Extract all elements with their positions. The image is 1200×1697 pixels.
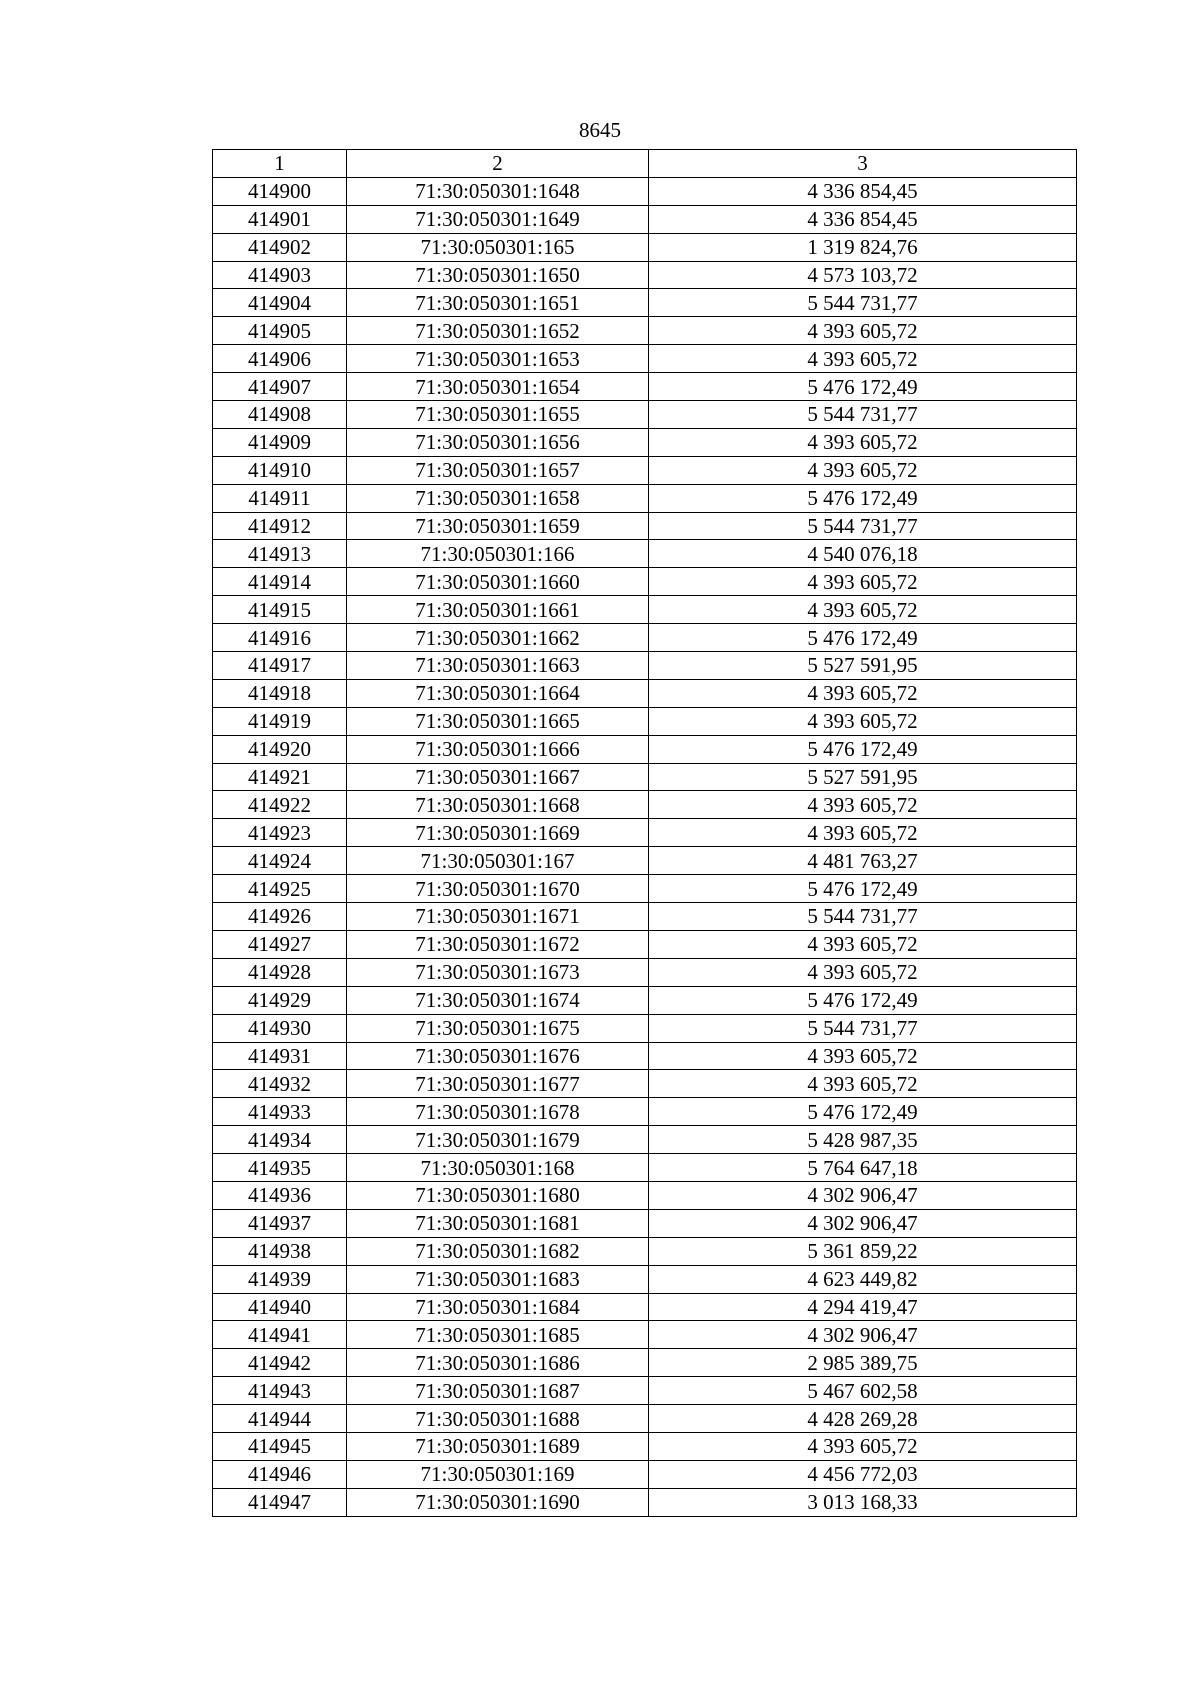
cell-value: 5 476 172,49 [649,373,1077,401]
cell-cadastral-number: 71:30:050301:1674 [347,986,649,1014]
cell-cadastral-number: 71:30:050301:1659 [347,512,649,540]
table-row [213,1460,1077,1488]
cell-row-number: 414926 [213,903,347,931]
cell-value: 4 302 906,47 [649,1321,1077,1349]
table-row [213,596,1077,624]
table-row [213,484,1077,512]
cell-row-number: 414919 [213,707,347,735]
cell-cadastral-number: 71:30:050301:1660 [347,568,649,596]
cell-row-number: 414923 [213,819,347,847]
cell-cadastral-number: 71:30:050301:1651 [347,289,649,317]
cell-cadastral-number: 71:30:050301:1676 [347,1042,649,1070]
cell-cadastral-number: 71:30:050301:1658 [347,484,649,512]
cell-row-number: 414911 [213,484,347,512]
cell-cadastral-number: 71:30:050301:1648 [347,177,649,205]
table-row [213,373,1077,401]
cell-value: 5 544 731,77 [649,1014,1077,1042]
cell-value: 3 013 168,33 [649,1488,1077,1516]
cell-value: 4 393 605,72 [649,1432,1077,1460]
table-row [213,289,1077,317]
table-row [213,819,1077,847]
table-row [213,624,1077,652]
cell-value: 5 527 591,95 [649,763,1077,791]
cell-row-number: 414912 [213,512,347,540]
cell-value: 4 302 906,47 [649,1181,1077,1209]
table-row [213,903,1077,931]
cell-cadastral-number: 71:30:050301:1656 [347,428,649,456]
cell-value: 5 764 647,18 [649,1154,1077,1182]
cell-row-number: 414903 [213,261,347,289]
cell-row-number: 414945 [213,1432,347,1460]
cell-cadastral-number: 71:30:050301:1671 [347,903,649,931]
cell-cadastral-number: 71:30:050301:1689 [347,1432,649,1460]
cell-value: 4 481 763,27 [649,847,1077,875]
cell-cadastral-number: 71:30:050301:1679 [347,1126,649,1154]
cell-value: 4 336 854,45 [649,205,1077,233]
cell-row-number: 414927 [213,930,347,958]
table-row [213,1377,1077,1405]
cell-row-number: 414936 [213,1181,347,1209]
cell-value: 4 393 605,72 [649,791,1077,819]
cell-value: 4 393 605,72 [649,428,1077,456]
table-row [213,1209,1077,1237]
cell-value: 4 540 076,18 [649,540,1077,568]
cell-value: 5 467 602,58 [649,1377,1077,1405]
cell-value: 4 294 419,47 [649,1293,1077,1321]
cell-row-number: 414905 [213,317,347,345]
cell-row-number: 414900 [213,177,347,205]
cell-cadastral-number: 71:30:050301:1655 [347,401,649,429]
page-number: 8645 [579,118,621,142]
cell-cadastral-number: 71:30:050301:1665 [347,707,649,735]
cell-value: 4 393 605,72 [649,819,1077,847]
table-row [213,1070,1077,1098]
cell-row-number: 414916 [213,624,347,652]
cell-row-number: 414928 [213,958,347,986]
table-row [213,1405,1077,1433]
cell-row-number: 414921 [213,763,347,791]
cell-value: 4 393 605,72 [649,930,1077,958]
cell-row-number: 414937 [213,1209,347,1237]
cell-value: 5 544 731,77 [649,512,1077,540]
cell-cadastral-number: 71:30:050301:167 [347,847,649,875]
column-header-3: 3 [649,150,1077,178]
cell-cadastral-number: 71:30:050301:1649 [347,205,649,233]
cell-row-number: 414944 [213,1405,347,1433]
cell-cadastral-number: 71:30:050301:1687 [347,1377,649,1405]
cell-value: 4 302 906,47 [649,1209,1077,1237]
cell-row-number: 414929 [213,986,347,1014]
cell-cadastral-number: 71:30:050301:1690 [347,1488,649,1516]
table-row [213,1014,1077,1042]
cell-cadastral-number: 71:30:050301:1663 [347,652,649,680]
cell-value: 5 544 731,77 [649,401,1077,429]
cell-row-number: 414935 [213,1154,347,1182]
cell-cadastral-number: 71:30:050301:1664 [347,679,649,707]
cell-row-number: 414915 [213,596,347,624]
cell-row-number: 414934 [213,1126,347,1154]
cell-row-number: 414932 [213,1070,347,1098]
table-row [213,763,1077,791]
cell-cadastral-number: 71:30:050301:1661 [347,596,649,624]
cell-cadastral-number: 71:30:050301:1653 [347,345,649,373]
cell-value: 4 393 605,72 [649,317,1077,345]
table-row [213,1042,1077,1070]
cell-cadastral-number: 71:30:050301:169 [347,1460,649,1488]
cell-value: 4 393 605,72 [649,596,1077,624]
cell-cadastral-number: 71:30:050301:1688 [347,1405,649,1433]
cell-cadastral-number: 71:30:050301:1673 [347,958,649,986]
cell-value: 4 393 605,72 [649,568,1077,596]
cell-row-number: 414931 [213,1042,347,1070]
cell-cadastral-number: 71:30:050301:1678 [347,1098,649,1126]
cell-value: 4 393 605,72 [649,707,1077,735]
cell-row-number: 414924 [213,847,347,875]
cell-row-number: 414908 [213,401,347,429]
cell-cadastral-number: 71:30:050301:1654 [347,373,649,401]
cell-value: 4 393 605,72 [649,679,1077,707]
table-row [213,568,1077,596]
table-row [213,652,1077,680]
cell-cadastral-number: 71:30:050301:1670 [347,875,649,903]
table-row [213,875,1077,903]
cell-row-number: 414913 [213,540,347,568]
table-row [213,261,1077,289]
table-row [213,205,1077,233]
cell-value: 2 985 389,75 [649,1349,1077,1377]
table-row [213,1293,1077,1321]
cell-cadastral-number: 71:30:050301:1686 [347,1349,649,1377]
cell-cadastral-number: 71:30:050301:1683 [347,1265,649,1293]
cell-value: 5 428 987,35 [649,1126,1077,1154]
cell-row-number: 414917 [213,652,347,680]
cell-value: 5 544 731,77 [649,289,1077,317]
cell-row-number: 414946 [213,1460,347,1488]
table-row [213,456,1077,484]
cell-row-number: 414906 [213,345,347,373]
cell-cadastral-number: 71:30:050301:1684 [347,1293,649,1321]
cell-row-number: 414901 [213,205,347,233]
table-row [213,345,1077,373]
cell-cadastral-number: 71:30:050301:1657 [347,456,649,484]
table-row [213,540,1077,568]
cell-value: 5 476 172,49 [649,735,1077,763]
cell-row-number: 414909 [213,428,347,456]
cell-row-number: 414933 [213,1098,347,1126]
table-row [213,1349,1077,1377]
cell-row-number: 414943 [213,1377,347,1405]
table-row [213,233,1077,261]
table-row [213,735,1077,763]
table-header-row [213,150,1077,178]
cell-row-number: 414902 [213,233,347,261]
cell-row-number: 414947 [213,1488,347,1516]
cell-cadastral-number: 71:30:050301:166 [347,540,649,568]
cell-value: 4 573 103,72 [649,261,1077,289]
cell-cadastral-number: 71:30:050301:1680 [347,1181,649,1209]
cell-cadastral-number: 71:30:050301:1672 [347,930,649,958]
cell-row-number: 414914 [213,568,347,596]
cell-value: 4 623 449,82 [649,1265,1077,1293]
table-row [213,679,1077,707]
cell-value: 4 336 854,45 [649,177,1077,205]
cell-row-number: 414941 [213,1321,347,1349]
cell-value: 5 544 731,77 [649,903,1077,931]
cell-value: 4 393 605,72 [649,456,1077,484]
cell-value: 5 361 859,22 [649,1237,1077,1265]
cell-row-number: 414942 [213,1349,347,1377]
cell-row-number: 414938 [213,1237,347,1265]
cell-value: 4 428 269,28 [649,1405,1077,1433]
cell-value: 4 393 605,72 [649,1070,1077,1098]
cell-row-number: 414940 [213,1293,347,1321]
cell-row-number: 414907 [213,373,347,401]
cell-cadastral-number: 71:30:050301:1677 [347,1070,649,1098]
cell-row-number: 414939 [213,1265,347,1293]
table-row [213,791,1077,819]
table-row [213,1237,1077,1265]
cell-cadastral-number: 71:30:050301:1652 [347,317,649,345]
cell-value: 5 527 591,95 [649,652,1077,680]
column-header-1: 1 [213,150,347,178]
table-row [213,1181,1077,1209]
table-row [213,1321,1077,1349]
table-row [213,317,1077,345]
cell-value: 1 319 824,76 [649,233,1077,261]
cell-row-number: 414925 [213,875,347,903]
cell-cadastral-number: 71:30:050301:1666 [347,735,649,763]
data-table [212,149,1077,1517]
table-row [213,986,1077,1014]
cell-value: 4 393 605,72 [649,958,1077,986]
table-row [213,1154,1077,1182]
table-row [213,707,1077,735]
table-row [213,177,1077,205]
cell-value: 5 476 172,49 [649,875,1077,903]
table-row [213,958,1077,986]
table-row [213,428,1077,456]
cell-cadastral-number: 71:30:050301:1667 [347,763,649,791]
table-row [213,1098,1077,1126]
table-row [213,1126,1077,1154]
cell-cadastral-number: 71:30:050301:165 [347,233,649,261]
column-header-2: 2 [347,150,649,178]
table-body [213,177,1077,1516]
cell-row-number: 414922 [213,791,347,819]
cell-cadastral-number: 71:30:050301:1675 [347,1014,649,1042]
table-row [213,1432,1077,1460]
cell-cadastral-number: 71:30:050301:1650 [347,261,649,289]
cell-value: 5 476 172,49 [649,986,1077,1014]
table-row [213,1488,1077,1516]
cell-cadastral-number: 71:30:050301:1681 [347,1209,649,1237]
table-row [213,401,1077,429]
cell-value: 5 476 172,49 [649,484,1077,512]
cell-value: 4 393 605,72 [649,345,1077,373]
cell-cadastral-number: 71:30:050301:1682 [347,1237,649,1265]
cell-row-number: 414930 [213,1014,347,1042]
cell-row-number: 414904 [213,289,347,317]
cell-row-number: 414920 [213,735,347,763]
cell-cadastral-number: 71:30:050301:168 [347,1154,649,1182]
cell-value: 5 476 172,49 [649,1098,1077,1126]
cell-row-number: 414918 [213,679,347,707]
table-row [213,512,1077,540]
cell-row-number: 414910 [213,456,347,484]
cell-value: 4 456 772,03 [649,1460,1077,1488]
cell-cadastral-number: 71:30:050301:1669 [347,819,649,847]
cell-value: 5 476 172,49 [649,624,1077,652]
cell-cadastral-number: 71:30:050301:1662 [347,624,649,652]
table-row [213,847,1077,875]
table-row [213,930,1077,958]
cell-cadastral-number: 71:30:050301:1668 [347,791,649,819]
cell-cadastral-number: 71:30:050301:1685 [347,1321,649,1349]
table-row [213,1265,1077,1293]
cell-value: 4 393 605,72 [649,1042,1077,1070]
